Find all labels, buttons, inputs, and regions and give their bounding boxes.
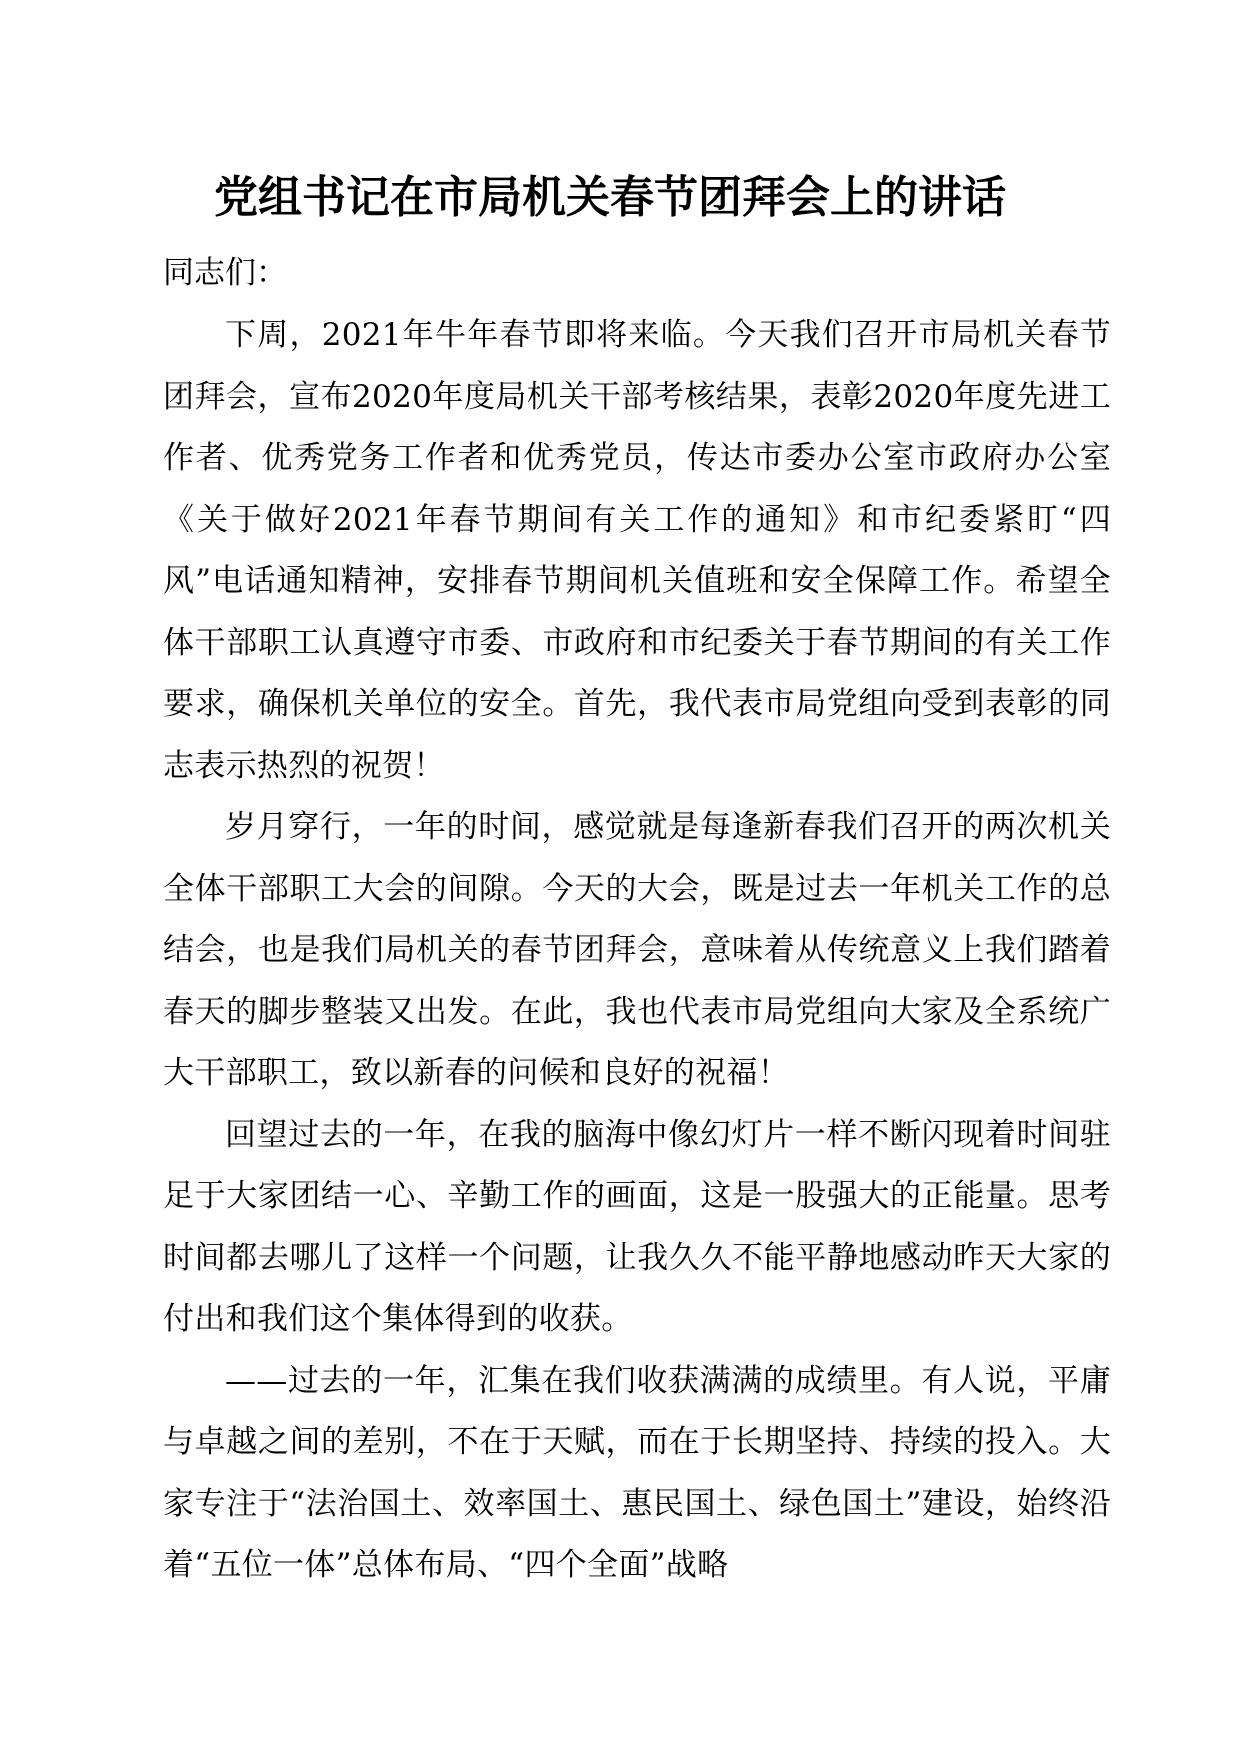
document-body	[163, 305, 1111, 1597]
document-title: 党组书记在市局机关春节团拜会上的讲话	[214, 172, 1006, 223]
paragraph: ——过去的一年，汇集在我们收获满满的成绩里。有人说，平庸与卓越之间的差别，不在于天赋，而在于长期坚持、持续的投入。大家专注于“法治国土、效率国土、惠民国土、绿色国土”建设，始终沿着“五位一体”总体布局、“四个全面”战略	[163, 1362, 1111, 1583]
paragraph: 岁月穿行，一年的时间，感觉就是每逢新春我们召开的两次机关全体干部职工大会的间隙。今天的大会，既是过去一年机关工作的总结会，也是我们局机关的春节团拜会，意味着从传统意义上我们踏着春天的脚步整装又出发。在此，我也代表市局党组向大家及全系统广大干部职工，致以新春的问候和良好的祝福！	[163, 809, 1111, 1091]
paragraph: 回望过去的一年，在我的脑海中像幻灯片一样不断闪现着时间驻足于大家团结一心、辛勤工作的画面，这是一股强大的正能量。思考时间都去哪儿了这样一个问题，让我久久不能平静地感动昨天大家的付出和我们这个集体得到的收获。	[163, 1116, 1111, 1337]
paragraph: 下周，2021年牛年春节即将来临。今天我们召开市局机关春节团拜会，宣布2020年度局机关干部考核结果，表彰2020年度先进工作者、优秀党务工作者和优秀党员，传达市委办公室市政府办公室《关于做好2021年春节期间有关工作的通知》和市纪委紧盯“四风”电话通知精神，安排春节期间机关值班和安全保障工作。希望全体干部职工认真遵守市委、市政府和市纪委关于春节期间的有关工作要求，确保机关单位的安全。首先，我代表市局党组向受到表彰的同志表示热烈的祝贺！	[163, 317, 1111, 784]
salutation: 同志们：	[163, 255, 287, 291]
